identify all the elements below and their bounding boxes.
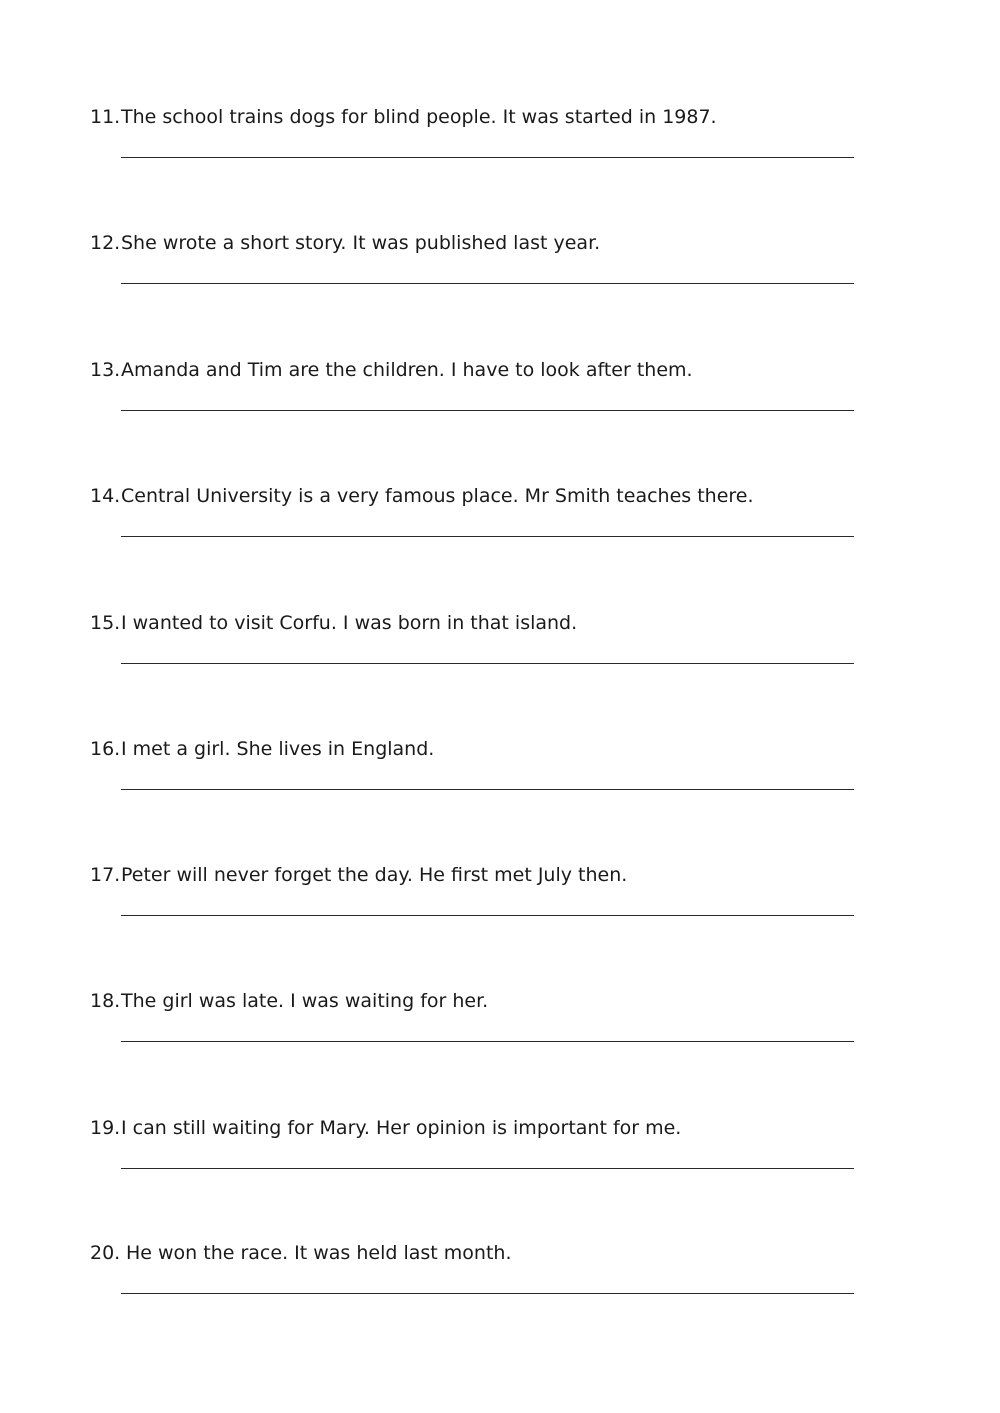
question-16 [0,737,1000,863]
question-number: 15. [90,612,121,634]
question-number: 18. [90,990,121,1012]
question-11 [0,105,1000,231]
answer-line[interactable] [121,157,854,158]
question-text: The girl was late. I was waiting for her. [121,990,489,1012]
question-12 [0,231,1000,357]
question-number: 12. [90,232,121,254]
question-text: I met a girl. She lives in England. [121,738,435,760]
answer-line[interactable] [121,1293,854,1294]
answer-line[interactable] [121,663,854,664]
question-number: 16. [90,738,121,760]
question-number: 17. [90,864,121,886]
question-18 [0,989,1000,1115]
answer-line[interactable] [121,789,854,790]
question-15 [0,611,1000,737]
question-text: I can still waiting for Mary. Her opinion is important for me. [121,1117,682,1139]
answer-line[interactable] [121,915,854,916]
question-text: Central University is a very famous place. Mr Smith teaches there. [121,485,754,507]
question-14 [0,484,1000,610]
question-text: Amanda and Tim are the children. I have to look after them. [121,359,693,381]
question-17 [0,863,1000,989]
answer-line[interactable] [121,1168,854,1169]
answer-line[interactable] [121,283,854,284]
question-number: 19. [90,1117,121,1139]
question-13 [0,358,1000,484]
question-20 [0,1241,1000,1367]
question-text: Peter will never forget the day. He first met July then. [121,864,628,886]
question-number: 11. [90,106,121,128]
answer-line[interactable] [121,1041,854,1042]
question-number: 13. [90,359,121,381]
answer-line[interactable] [121,410,854,411]
question-number: 20. [90,1242,121,1264]
question-text: The school trains dogs for blind people. It was started in 1987. [121,106,717,128]
question-text: She wrote a short story. It was published last year. [121,232,601,254]
question-text: He won the race. It was held last month. [126,1242,512,1264]
answer-line[interactable] [121,536,854,537]
question-number: 14. [90,485,121,507]
question-19 [0,1116,1000,1242]
question-text: I wanted to visit Corfu. I was born in that island. [121,612,578,634]
